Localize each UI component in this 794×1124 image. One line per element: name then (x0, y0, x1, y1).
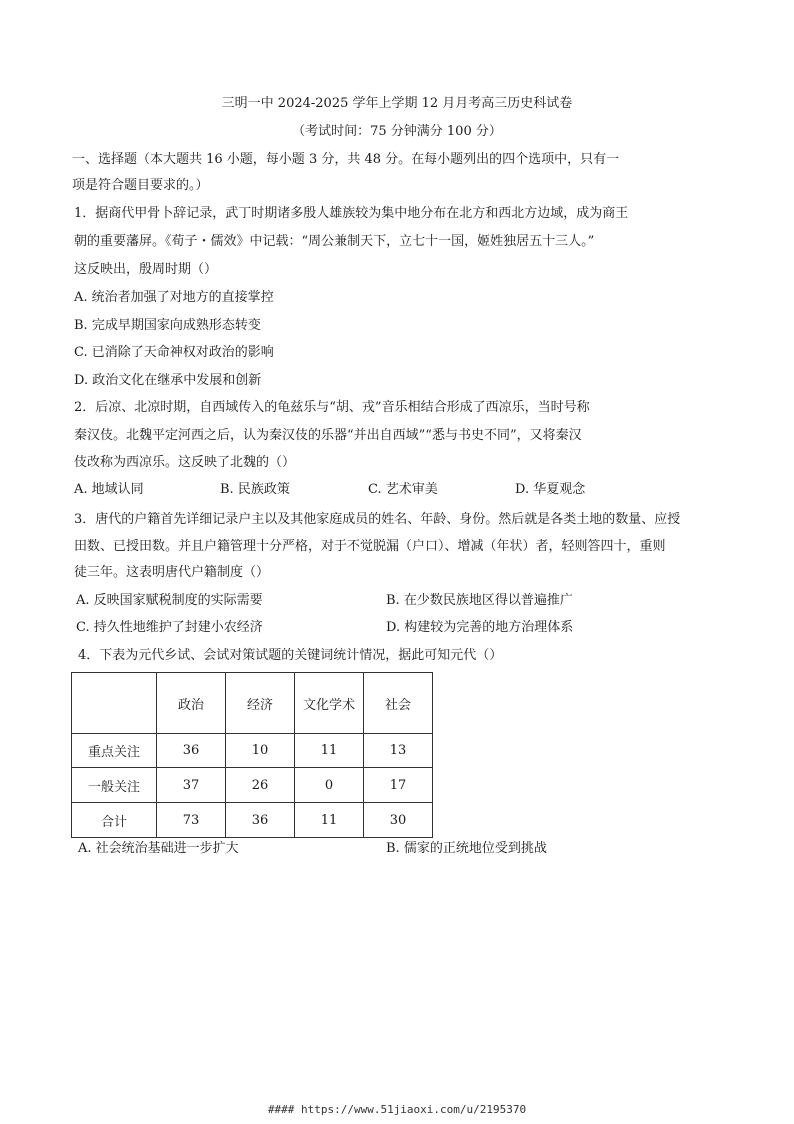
option-b: B. 儒家的正统地位受到挑战 (386, 841, 547, 856)
table-cell: 10 (226, 734, 295, 768)
option-a: A. 地域认同 (74, 482, 144, 497)
table-cell: 30 (364, 803, 433, 838)
table-cell: 17 (364, 768, 433, 803)
exam-title: 三明一中 2024-2025 学年上学期 12 月月考高三历史科试卷 (221, 96, 573, 111)
table-header-row (72, 673, 433, 734)
table-cell: 一般关注 (72, 768, 157, 803)
table-cell: 合计 (72, 803, 157, 838)
question-text-line: 秦汉伎。北魏平定河西之后，认为秦汉伎的乐器“并出自西域”“悉与书史不同”，又将秦汉 (74, 428, 582, 443)
table-cell: 重点关注 (72, 734, 157, 768)
question-text-line: 3．唐代的户籍首先详细记录户主以及其他家庭成员的姓名、年龄、身份。然后就是各类土地的数量、应授 (74, 512, 681, 527)
option-a: A. 统治者加强了对地方的直接掌控 (74, 290, 274, 305)
table-cell: 0 (295, 768, 364, 803)
table-header-cell: 社会 (364, 673, 433, 734)
question-text-line: 1．据商代甲骨卜辞记录，武丁时期诸多殷人雄族较为集中地分布在北方和西北方边域，成为商王 (74, 206, 629, 221)
option-b: B. 在少数民族地区得以普遍推广 (386, 593, 573, 608)
table-row (72, 768, 433, 803)
table-cell: 36 (226, 803, 295, 838)
option-a: A. 反映国家赋税制度的实际需要 (76, 593, 263, 608)
table-header-cell: 经济 (226, 673, 295, 734)
option-c: C. 持久性地维护了封建小农经济 (76, 620, 263, 635)
table-header-cell (72, 673, 157, 734)
option-b: B. 民族政策 (220, 482, 290, 497)
question-text-line: 田数、已授田数。并且户籍管理十分严格，对于不觉脱漏（户口）、增减（年状）者，轻则答四十，重则 (74, 539, 666, 554)
table-cell: 36 (157, 734, 226, 768)
question-text-line: 徒三年。这表明唐代户籍制度（） (74, 565, 270, 580)
option-c: C. 艺术审美 (368, 482, 438, 497)
question-text-line: 这反映出，殷周时期（） (74, 262, 218, 277)
section-heading: 一、选择题（本大题共 16 小题，每小题 3 分，共 48 分。在每小题列出的四个选项中，只有一 (72, 152, 620, 167)
table-cell: 11 (295, 734, 364, 768)
footer-link[interactable]: #### https://www.51jiaoxi.com/u/2195370 (267, 1103, 527, 1116)
keyword-stats-table (71, 672, 433, 838)
question-text-line: 4．下表为元代乡试、会试对策试题的关键词统计情况，据此可知元代（） (78, 648, 503, 663)
table-cell: 26 (226, 768, 295, 803)
table-header-cell: 文化学术 (295, 673, 364, 734)
table-row (72, 734, 433, 768)
exam-subtitle: （考试时间：75 分钟满分 100 分） (292, 124, 502, 139)
option-b: B. 完成早期国家向成熟形态转变 (74, 318, 261, 333)
table-cell: 11 (295, 803, 364, 838)
table-cell: 73 (157, 803, 226, 838)
question-text-line: 伎改称为西凉乐。这反映了北魏的（） (74, 455, 296, 470)
option-d: D. 构建较为完善的地方治理体系 (386, 620, 574, 635)
option-a: A. 社会统治基础进一步扩大 (78, 841, 239, 856)
section-heading-cont: 项是符合题目要求的。） (72, 178, 209, 193)
question-text-line: 2．后凉、北凉时期，自西域传入的龟兹乐与“胡、戎”音乐相结合形成了西凉乐，当时号称 (74, 400, 590, 415)
table-cell: 13 (364, 734, 433, 768)
option-d: D. 华夏观念 (515, 482, 586, 497)
option-c: C. 已消除了天命神权对政治的影响 (74, 345, 274, 360)
question-text-line: 朝的重要藩屏。《荀子・儒效》中记载：“周公兼制天下，立七十一国，姬姓独居五十三人。” (74, 234, 595, 249)
table-header-cell: 政治 (157, 673, 226, 734)
table-cell: 37 (157, 768, 226, 803)
table-row (72, 803, 433, 838)
option-d: D. 政治文化在继承中发展和创新 (74, 373, 262, 388)
